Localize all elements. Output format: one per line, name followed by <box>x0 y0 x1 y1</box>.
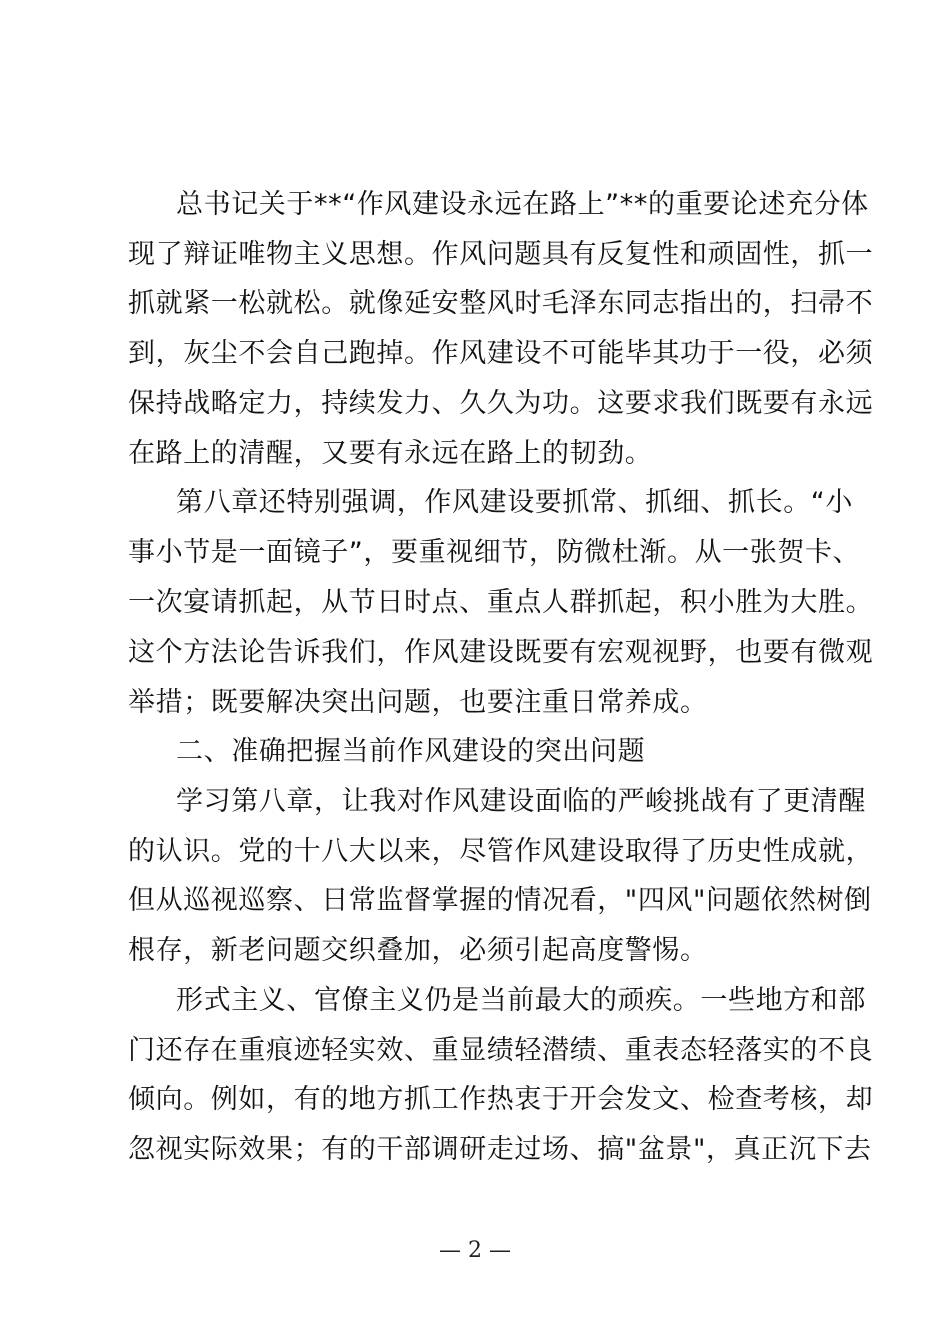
text-line-10: 这个方法论告诉我们，作风建设既要有宏观视野，也要有微观 <box>128 637 874 668</box>
text-line-14: 的认识。党的十八大以来，尽管作风建设取得了历史性成就， <box>128 836 874 867</box>
text-line-11: 举措；既要解决突出问题，也要注重日常养成。 <box>128 687 708 718</box>
text-line-15: 但从巡视巡察、日常监督掌握的情况看，"四风"问题依然树倒 <box>128 885 872 916</box>
text-line-20: 忽视实际效果；有的干部调研走过场、搞"盆景"，真正沉下去 <box>128 1134 872 1165</box>
text-line-7: 第八章还特别强调，作风建设要抓常、抓细、抓长。“小 <box>176 487 853 518</box>
text-line-13: 学习第八章，让我对作风建设面临的严峻挑战有了更清醒 <box>176 786 866 817</box>
text-line-1: 总书记关于**“作风建设永远在路上”**的重要论述充分体 <box>176 189 869 220</box>
text-line-18: 门还存在重痕迹轻实效、重显绩轻潜绩、重表态轻落实的不良 <box>128 1035 874 1066</box>
section-heading: 二、准确把握当前作风建设的突出问题 <box>176 736 646 767</box>
page-number: — 2 — <box>439 1238 511 1263</box>
text-line-6: 在路上的清醒，又要有永远在路上的韧劲。 <box>128 438 653 469</box>
text-line-4: 到，灰尘不会自己跑掉。作风建设不可能毕其功于一役，必须 <box>128 338 874 369</box>
text-line-5: 保持战略定力，持续发力、久久为功。这要求我们既要有永远 <box>128 388 874 419</box>
text-line-17: 形式主义、官僚主义仍是当前最大的顽疾。一些地方和部 <box>176 985 866 1016</box>
text-line-19: 倾向。例如，有的地方抓工作热衷于开会发文、检查考核，却 <box>128 1084 874 1115</box>
text-line-9: 一次宴请抓起，从节日时点、重点人群抓起，积小胜为大胜。 <box>128 587 874 618</box>
text-line-8: 事小节是一面镜子”，要重视细节，防微杜渐。从一张贺卡、 <box>128 537 861 568</box>
text-line-2: 现了辩证唯物主义思想。作风问题具有反复性和顽固性，抓一 <box>128 239 874 270</box>
text-line-16: 根存，新老问题交织叠加，必须引起高度警惕。 <box>128 935 708 966</box>
text-line-3: 抓就紧一松就松。就像延安整风时毛泽东同志指出的，扫帚不 <box>128 288 874 319</box>
